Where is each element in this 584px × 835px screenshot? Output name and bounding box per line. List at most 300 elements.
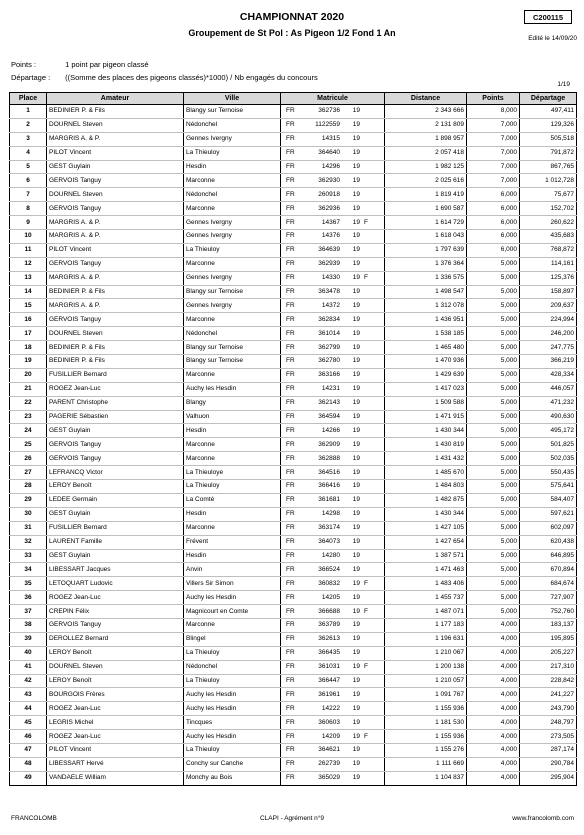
cell-amateur: PILOT Vincent xyxy=(47,146,184,160)
matricule-country: FR xyxy=(286,329,295,337)
report-subtitle: Groupement de St Pol : As Pigeon 1/2 Fond 1 An xyxy=(188,28,396,38)
cell-points: 7,000 xyxy=(467,118,520,132)
cell-departage: 684,674 xyxy=(520,577,577,591)
cell-departage: 502,035 xyxy=(520,452,577,466)
table-row xyxy=(10,730,577,744)
table-row xyxy=(10,271,577,285)
cell-departage: 490,630 xyxy=(520,410,577,424)
cell-matricule xyxy=(281,313,385,327)
cell-ville: Marconne xyxy=(184,452,281,466)
cell-place: 30 xyxy=(10,507,47,521)
cell-matricule xyxy=(281,271,385,285)
matricule-year: 19 xyxy=(352,579,360,587)
table-row xyxy=(10,605,577,619)
cell-amateur: MARGRIS A. & P. xyxy=(47,271,184,285)
cell-amateur: MARGRIS A. & P. xyxy=(47,132,184,146)
matricule-number: 360832 xyxy=(318,579,340,587)
matricule-country: FR xyxy=(286,718,295,726)
cell-amateur: LETOQUART Ludovic xyxy=(47,577,184,591)
table-row xyxy=(10,202,577,216)
cell-place: 35 xyxy=(10,577,47,591)
cell-matricule xyxy=(281,341,385,355)
table-row xyxy=(10,743,577,757)
matricule-year: 19 xyxy=(352,288,360,296)
matricule-flag xyxy=(360,355,372,367)
cell-place: 3 xyxy=(10,132,47,146)
table-row xyxy=(10,577,577,591)
cell-amateur: LAURENT Famille xyxy=(47,535,184,549)
table-row xyxy=(10,243,577,257)
cell-departage: 768,872 xyxy=(520,243,577,257)
cell-distance: 1 091 767 xyxy=(385,688,467,702)
cell-place: 36 xyxy=(10,591,47,605)
cell-distance: 1 797 639 xyxy=(385,243,467,257)
table-row xyxy=(10,355,577,369)
cell-distance: 1 387 571 xyxy=(385,549,467,563)
cell-matricule xyxy=(281,230,385,244)
table-row xyxy=(10,424,577,438)
table-row xyxy=(10,521,577,535)
cell-place: 27 xyxy=(10,466,47,480)
cell-distance: 1 614 729 xyxy=(385,216,467,230)
matricule-country: FR xyxy=(286,607,295,615)
cell-amateur: BOURGOIS Frères xyxy=(47,688,184,702)
footer-website: www.francolomb.com xyxy=(512,815,574,822)
cell-distance: 1 487 071 xyxy=(385,605,467,619)
cell-amateur: ROGEZ Jean-Luc xyxy=(47,591,184,605)
matricule-number: 14209 xyxy=(321,732,340,740)
matricule-number: 1122559 xyxy=(315,121,340,129)
matricule-year: 19 xyxy=(352,135,360,143)
cell-ville: Nédonchel xyxy=(184,327,281,341)
matricule-flag xyxy=(360,258,372,270)
matricule-country: FR xyxy=(286,107,295,115)
cell-distance: 2 057 418 xyxy=(385,146,467,160)
cell-amateur: ROGEZ Jean-Luc xyxy=(47,382,184,396)
matricule-number: 364516 xyxy=(318,468,340,476)
cell-distance: 1 200 138 xyxy=(385,660,467,674)
cell-distance: 1 471 463 xyxy=(385,563,467,577)
table-row xyxy=(10,313,577,327)
matricule-year: 19 xyxy=(352,232,360,240)
cell-points: 7,000 xyxy=(467,160,520,174)
matricule-number: 14205 xyxy=(321,593,340,601)
cell-place: 8 xyxy=(10,202,47,216)
cell-points: 6,000 xyxy=(467,243,520,257)
cell-points: 5,000 xyxy=(467,577,520,591)
cell-distance: 1 618 043 xyxy=(385,230,467,244)
matricule-country: FR xyxy=(286,621,295,629)
matricule-number: 14372 xyxy=(321,301,340,309)
matricule-year: 19 xyxy=(352,399,360,407)
matricule-flag xyxy=(360,536,372,548)
cell-amateur: GERVOIS Tanguy xyxy=(47,452,184,466)
cell-matricule xyxy=(281,591,385,605)
cell-place: 49 xyxy=(10,771,47,785)
cell-distance: 1 429 639 xyxy=(385,368,467,382)
matricule-flag xyxy=(360,689,372,701)
cell-points: 6,000 xyxy=(467,188,520,202)
cell-ville: Gennes Ivergny xyxy=(184,271,281,285)
cell-place: 12 xyxy=(10,257,47,271)
cell-ville: Auchy les Hesdin xyxy=(184,591,281,605)
cell-place: 46 xyxy=(10,730,47,744)
cell-distance: 1 177 183 xyxy=(385,618,467,632)
cell-ville: Marconne xyxy=(184,202,281,216)
matricule-country: FR xyxy=(286,482,295,490)
cell-amateur: LEROY Benoît xyxy=(47,480,184,494)
cell-departage: 752,760 xyxy=(520,605,577,619)
matricule-country: FR xyxy=(286,232,295,240)
matricule-flag xyxy=(360,383,372,395)
cell-distance: 1 483 406 xyxy=(385,577,467,591)
cell-place: 24 xyxy=(10,424,47,438)
matricule-year: 19 xyxy=(352,774,360,782)
matricule-flag xyxy=(360,342,372,354)
table-row xyxy=(10,368,577,382)
cell-ville: Hesdin xyxy=(184,507,281,521)
cell-distance: 1 538 185 xyxy=(385,327,467,341)
matricule-year: 19 xyxy=(352,496,360,504)
cell-points: 5,000 xyxy=(467,396,520,410)
col-header-departage: Départage xyxy=(520,93,577,105)
matricule-country: FR xyxy=(286,135,295,143)
matricule-flag xyxy=(360,203,372,215)
cell-points: 6,000 xyxy=(467,230,520,244)
cell-ville: Gennes Ivergny xyxy=(184,216,281,230)
cell-departage: 224,994 xyxy=(520,313,577,327)
cell-amateur: FUSILLIER Bernard xyxy=(47,368,184,382)
cell-amateur: DOURNEL Steven xyxy=(47,660,184,674)
matricule-year: 19 xyxy=(352,732,360,740)
matricule-number: 362939 xyxy=(318,260,340,268)
cell-matricule xyxy=(281,174,385,188)
matricule-flag xyxy=(360,564,372,576)
cell-departage: 575,641 xyxy=(520,480,577,494)
cell-place: 10 xyxy=(10,230,47,244)
table-row xyxy=(10,216,577,230)
cell-amateur: GERVOIS Tanguy xyxy=(47,174,184,188)
matricule-flag xyxy=(360,244,372,256)
table-row xyxy=(10,105,577,119)
matricule-year: 19 xyxy=(352,371,360,379)
matricule-year: 19 xyxy=(352,329,360,337)
matricule-year: 19 xyxy=(352,607,360,615)
matricule-number: 262739 xyxy=(318,760,340,768)
matricule-number: 363789 xyxy=(318,621,340,629)
cell-distance: 1 819 419 xyxy=(385,188,467,202)
matricule-flag xyxy=(360,703,372,715)
cell-place: 21 xyxy=(10,382,47,396)
cell-points: 4,000 xyxy=(467,618,520,632)
matricule-country: FR xyxy=(286,649,295,657)
matricule-flag xyxy=(360,494,372,506)
cell-matricule xyxy=(281,493,385,507)
cell-ville: Hesdin xyxy=(184,160,281,174)
table-row xyxy=(10,327,577,341)
matricule-year: 19 xyxy=(352,385,360,393)
matricule-country: FR xyxy=(286,218,295,226)
cell-amateur: LEFRANCQ Victor xyxy=(47,466,184,480)
cell-amateur: MARGRIS A. & P. xyxy=(47,216,184,230)
matricule-year: 19 xyxy=(352,524,360,532)
report-header xyxy=(0,10,584,40)
cell-distance: 1 427 654 xyxy=(385,535,467,549)
cell-distance: 1 485 670 xyxy=(385,466,467,480)
cell-ville: Blangy sur Ternoise xyxy=(184,105,281,119)
cell-place: 20 xyxy=(10,368,47,382)
cell-points: 5,000 xyxy=(467,313,520,327)
cell-departage: 246,200 xyxy=(520,327,577,341)
matricule-number: 14280 xyxy=(321,551,340,559)
cell-ville: Blingel xyxy=(184,632,281,646)
matricule-flag xyxy=(360,717,372,729)
cell-departage: 287,174 xyxy=(520,743,577,757)
cell-amateur: DOURNEL Steven xyxy=(47,327,184,341)
matricule-country: FR xyxy=(286,301,295,309)
table-body xyxy=(10,105,577,786)
cell-distance: 1 470 936 xyxy=(385,355,467,369)
departage-rule xyxy=(11,73,318,83)
cell-points: 8,000 xyxy=(467,105,520,119)
matricule-country: FR xyxy=(286,635,295,643)
matricule-flag xyxy=(360,189,372,201)
matricule-year: 19 xyxy=(352,357,360,365)
cell-points: 4,000 xyxy=(467,702,520,716)
table-row xyxy=(10,188,577,202)
cell-amateur: BEDINIER P. & Fils xyxy=(47,285,184,299)
cell-distance: 1 498 547 xyxy=(385,285,467,299)
cell-departage: 114,161 xyxy=(520,257,577,271)
cell-ville: La Thieuloy xyxy=(184,243,281,257)
cell-points: 5,000 xyxy=(467,521,520,535)
cell-ville: La Thieuloy xyxy=(184,743,281,757)
cell-matricule xyxy=(281,743,385,757)
matricule-year: 19 xyxy=(352,274,360,282)
cell-departage: 183,137 xyxy=(520,618,577,632)
cell-place: 11 xyxy=(10,243,47,257)
cell-distance: 1 982 125 xyxy=(385,160,467,174)
cell-distance: 1 482 875 xyxy=(385,493,467,507)
matricule-country: FR xyxy=(286,149,295,157)
matricule-number: 14376 xyxy=(321,232,340,240)
cell-ville: La Thieuloy xyxy=(184,146,281,160)
cell-ville: Marconne xyxy=(184,257,281,271)
footer-brand: FRANCOLOMB xyxy=(11,815,57,822)
matricule-flag xyxy=(360,328,372,340)
table-row xyxy=(10,757,577,771)
matricule-country: FR xyxy=(286,565,295,573)
cell-departage: 247,775 xyxy=(520,341,577,355)
cell-ville: Villers Sir Simon xyxy=(184,577,281,591)
cell-ville: Marconne xyxy=(184,368,281,382)
cell-ville: Blangy sur Ternoise xyxy=(184,355,281,369)
matricule-number: 14222 xyxy=(321,704,340,712)
matricule-country: FR xyxy=(286,426,295,434)
matricule-year: 19 xyxy=(352,163,360,170)
cell-ville: Blangy xyxy=(184,396,281,410)
table-row xyxy=(10,535,577,549)
cell-points: 5,000 xyxy=(467,549,520,563)
matricule-flag xyxy=(360,633,372,645)
cell-distance: 1 196 631 xyxy=(385,632,467,646)
cell-amateur: GEST Guylain xyxy=(47,160,184,174)
cell-matricule xyxy=(281,105,385,119)
table-row xyxy=(10,146,577,160)
matricule-year: 19 xyxy=(352,538,360,546)
edit-date: Edité le 14/09/20 xyxy=(528,35,577,42)
table-row xyxy=(10,257,577,271)
matricule-flag xyxy=(360,161,372,173)
cell-place: 38 xyxy=(10,618,47,632)
table-row xyxy=(10,480,577,494)
matricule-year: 19 xyxy=(352,760,360,768)
matricule-flag xyxy=(360,550,372,562)
cell-amateur: GERVOIS Tanguy xyxy=(47,618,184,632)
cell-ville: La Comté xyxy=(184,493,281,507)
cell-points: 5,000 xyxy=(467,438,520,452)
cell-place: 1 xyxy=(10,105,47,119)
matricule-number: 362936 xyxy=(318,204,340,212)
matricule-number: 14296 xyxy=(321,163,340,170)
matricule-country: FR xyxy=(286,163,295,170)
matricule-flag xyxy=(360,369,372,381)
cell-ville: Blangy sur Ternoise xyxy=(184,285,281,299)
cell-matricule xyxy=(281,146,385,160)
cell-matricule xyxy=(281,118,385,132)
cell-place: 23 xyxy=(10,410,47,424)
matricule-year: 19 xyxy=(352,107,360,115)
table-row xyxy=(10,563,577,577)
cell-ville: Nédonchel xyxy=(184,188,281,202)
cell-matricule xyxy=(281,410,385,424)
table-row xyxy=(10,466,577,480)
matricule-flag: F xyxy=(364,607,368,615)
cell-amateur: LIBESSART Hervé xyxy=(47,757,184,771)
cell-departage: 602,097 xyxy=(520,521,577,535)
cell-matricule xyxy=(281,243,385,257)
matricule-number: 363478 xyxy=(318,288,340,296)
cell-ville: Nédonchel xyxy=(184,660,281,674)
cell-matricule xyxy=(281,674,385,688)
cell-ville: Valhuon xyxy=(184,410,281,424)
matricule-country: FR xyxy=(286,246,295,254)
cell-place: 47 xyxy=(10,743,47,757)
cell-departage: 435,683 xyxy=(520,230,577,244)
cell-departage: 446,057 xyxy=(520,382,577,396)
cell-departage: 505,518 xyxy=(520,132,577,146)
matricule-number: 362909 xyxy=(318,440,340,448)
matricule-number: 362143 xyxy=(318,399,340,407)
matricule-year: 19 xyxy=(352,621,360,629)
matricule-country: FR xyxy=(286,343,295,351)
cell-amateur: GEST Guylain xyxy=(47,549,184,563)
matricule-number: 14231 xyxy=(321,385,340,393)
matricule-number: 361014 xyxy=(318,329,340,337)
cell-departage: 428,334 xyxy=(520,368,577,382)
cell-place: 41 xyxy=(10,660,47,674)
cell-place: 29 xyxy=(10,493,47,507)
page-number: 1/19 xyxy=(557,81,570,88)
cell-matricule xyxy=(281,160,385,174)
cell-points: 5,000 xyxy=(467,410,520,424)
cell-amateur: PAGERIE Sébastien xyxy=(47,410,184,424)
cell-matricule xyxy=(281,202,385,216)
table-row xyxy=(10,452,577,466)
cell-matricule xyxy=(281,605,385,619)
matricule-number: 364594 xyxy=(318,413,340,421)
cell-ville: Anvin xyxy=(184,563,281,577)
table-row xyxy=(10,230,577,244)
matricule-number: 361961 xyxy=(318,690,340,698)
cell-departage: 497,411 xyxy=(520,105,577,119)
matricule-flag xyxy=(360,592,372,604)
cell-amateur: ROGEZ Jean-Luc xyxy=(47,730,184,744)
matricule-year: 19 xyxy=(352,426,360,434)
points-label: Points : xyxy=(11,60,37,69)
cell-points: 5,000 xyxy=(467,424,520,438)
cell-distance: 2 131 809 xyxy=(385,118,467,132)
cell-ville: Nédonchel xyxy=(184,118,281,132)
cell-place: 4 xyxy=(10,146,47,160)
cell-distance: 1 430 819 xyxy=(385,438,467,452)
cell-matricule xyxy=(281,688,385,702)
cell-points: 5,000 xyxy=(467,452,520,466)
cell-departage: 295,904 xyxy=(520,771,577,785)
matricule-country: FR xyxy=(286,454,295,462)
cell-matricule xyxy=(281,382,385,396)
matricule-flag xyxy=(360,508,372,520)
matricule-year: 19 xyxy=(352,190,360,198)
cell-place: 18 xyxy=(10,341,47,355)
cell-place: 37 xyxy=(10,605,47,619)
cell-place: 22 xyxy=(10,396,47,410)
cell-place: 43 xyxy=(10,688,47,702)
matricule-number: 260918 xyxy=(318,190,340,198)
cell-place: 33 xyxy=(10,549,47,563)
cell-points: 5,000 xyxy=(467,493,520,507)
table-row xyxy=(10,549,577,563)
matricule-year: 19 xyxy=(352,663,360,671)
cell-distance: 1 155 276 xyxy=(385,743,467,757)
cell-matricule xyxy=(281,327,385,341)
cell-ville: Conchy sur Canche xyxy=(184,757,281,771)
table-row xyxy=(10,618,577,632)
cell-departage: 260,622 xyxy=(520,216,577,230)
cell-place: 2 xyxy=(10,118,47,132)
col-header-points: Points xyxy=(467,93,520,105)
matricule-year: 19 xyxy=(352,440,360,448)
cell-ville: Marconne xyxy=(184,313,281,327)
cell-departage: 125,376 xyxy=(520,271,577,285)
table-header-row xyxy=(10,93,577,105)
cell-distance: 1 155 936 xyxy=(385,730,467,744)
cell-distance: 1 455 737 xyxy=(385,591,467,605)
matricule-year: 19 xyxy=(352,343,360,351)
cell-points: 5,000 xyxy=(467,591,520,605)
cell-amateur: BEDINIER P. & Fils xyxy=(47,355,184,369)
cell-points: 5,000 xyxy=(467,535,520,549)
matricule-number: 362780 xyxy=(318,357,340,365)
cell-ville: Gennes Ivergny xyxy=(184,230,281,244)
cell-distance: 1 436 951 xyxy=(385,313,467,327)
matricule-year: 19 xyxy=(352,176,360,184)
col-header-ville: Ville xyxy=(184,93,281,105)
cell-ville: Monchy au Bois xyxy=(184,771,281,785)
matricule-flag xyxy=(360,467,372,479)
matricule-number: 363174 xyxy=(318,524,340,532)
table-row xyxy=(10,438,577,452)
